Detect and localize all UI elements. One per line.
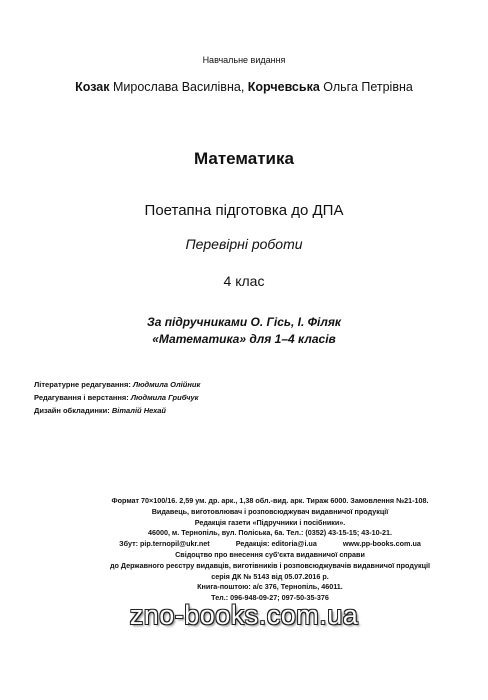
credit-cover-design xyxy=(34,404,200,417)
imprint-block xyxy=(60,496,480,604)
credit-name: Людмила Олійник xyxy=(132,380,201,389)
book-series: Перевірні роботи xyxy=(185,236,303,252)
imprint-certificate-line-1: Свідоцтво про внесення суб'єкта видавничої справи xyxy=(175,549,365,559)
book-subtitle: Поетапна підготовка до ДПА xyxy=(144,202,344,219)
credit-name: Віталій Нехай xyxy=(111,406,167,415)
credit-layout xyxy=(34,391,200,404)
credits-block xyxy=(34,378,200,417)
author-2-given-name: Ольга Петрівна xyxy=(323,80,413,94)
imprint-contacts xyxy=(60,539,480,550)
watermark-text: zno-books.com.ua xyxy=(129,600,359,630)
imprint-website: www.pp-books.com.ua xyxy=(342,539,421,549)
imprint-publisher-line-1: Видавець, виготовлювач і розповсюджувач видавничої продукції xyxy=(151,506,389,516)
authors: Козак Мирослава Василівна, Корчевська Ольга Петрівна xyxy=(75,80,413,94)
credit-literary-editing xyxy=(34,378,200,391)
imprint-certificate-line-3: серія ДК № 5143 від 05.07.2016 р. xyxy=(211,571,329,581)
edition-type: Навчальне видання xyxy=(202,55,286,65)
textbook-line-2: «Математика» для 1–4 класів xyxy=(152,332,336,346)
grade-label: 4 клас xyxy=(223,273,265,289)
imprint-editorial-email: Редакція: editoria@i.ua xyxy=(235,539,317,549)
author-2-surname: Корчевська xyxy=(247,80,320,94)
imprint-certificate-line-2: до Державного реєстру видавців, виготівників і розповсюджувачів видавничої продукції xyxy=(109,560,431,570)
imprint-mail-order: Книга-поштою: а/с 376, Тернопіль, 46011. xyxy=(197,582,343,592)
credit-name: Людмила Грибчук xyxy=(130,393,199,402)
book-title: Математика xyxy=(194,149,294,168)
imprint-phones: Тел.: 096-948-09-27; 097-50-35-376 xyxy=(211,593,329,603)
textbook-line-1: За підручниками О. Гісь, І. Філяк xyxy=(147,315,341,329)
imprint-address: 46000, м. Тернопіль, вул. Поліська, 6а. Тел.: (0352) 43-15-15; 43-10-21. xyxy=(147,528,393,538)
author-1-surname: Козак xyxy=(75,80,110,94)
imprint-publisher-line-2: Редакція газети «Підручники і посібники». xyxy=(194,517,346,527)
imprint-sales-email: Збут: pip.ternopil@ukr.net xyxy=(119,539,210,549)
author-1-given-name: Мирослава Василівна xyxy=(113,80,241,94)
credit-role: Редагування і верстання: xyxy=(34,393,129,402)
credit-role: Літературне редагування: xyxy=(34,380,131,389)
credit-role: Дизайн обкладинки: xyxy=(34,406,110,415)
textbook-reference xyxy=(0,314,488,348)
imprint-format: Формат 70×100/16. 2,59 ум. др. арк., 1,38 обл.-вид. арк. Тираж 6000. Замовлення №21-108. xyxy=(111,496,429,505)
